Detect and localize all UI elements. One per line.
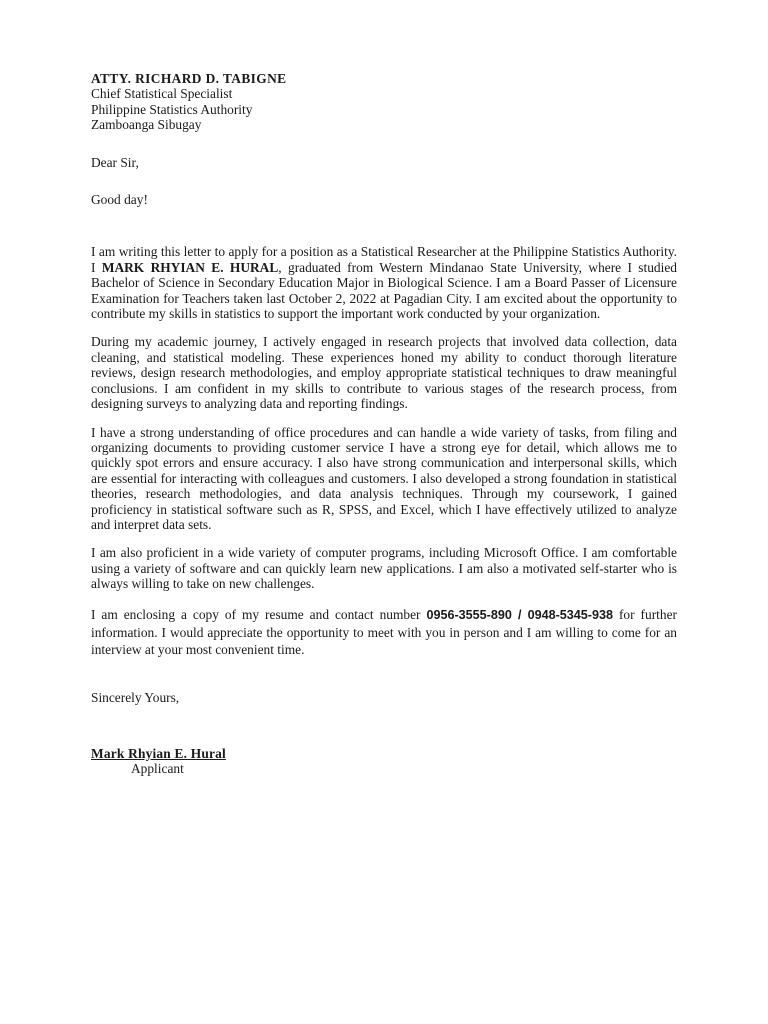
intro-text-end: , graduated from Western Mindanao State University, where I studied Bachelor of Science in Secondary Education Major in Biological Science. I am a Board Passer of Licensure Examination for Teachers taken last October 2, 2022 at Pagadian City. I am excited about the opportunity to contribute my skills in statistics to support the important work conducted by your organization. bbox=[91, 259, 677, 322]
paragraph-academic: During my academic journey, I actively engaged in research projects that involved data collection, data cleaning, and statistical modeling. These experiences honed my ability to conduct thorough literature reviews, design research methodologies, and employ appropriate statistical techniques to draw meaningful conclusions. I am confident in my skills to contribute to various stages of the research process, from designing surveys to analyzing data and reporting findings. bbox=[91, 334, 677, 412]
recipient-name: ATTY. RICHARD D. TABIGNE bbox=[91, 71, 287, 86]
contact-numbers: 0956-3555-890 / 0948-5345-938 bbox=[426, 607, 614, 622]
contact-text-end: for further information. I would appreciate the opportunity to meet with you in person and I am willing to come for an interview at your most convenient time. bbox=[91, 606, 677, 657]
applicant-name-inline: MARK RHYIAN E. HURAL bbox=[101, 259, 279, 275]
closing: Sincerely Yours, bbox=[91, 690, 180, 706]
intro-text-start: I am writing this letter to apply for a position as a Statistical Researcher at the Philippine Statistics Authority. I bbox=[91, 244, 677, 275]
recipient-organization: Philippine Statistics Authority bbox=[91, 101, 253, 117]
recipient-title: Chief Statistical Specialist bbox=[91, 86, 233, 102]
cover-letter bbox=[91, 71, 677, 776]
paragraph-skills: I have a strong understanding of office procedures and can handle a wide variety of tasks, from filing and organizing documents to providing customer service I have a strong eye for detail, which allows me to quickly spot errors and ensure accuracy. I also have strong communication and interpersonal skills, which are essential for interacting with colleagues and customers. I also developed a strong foundation in statistical theories, research methodologies, and data analysis techniques. Through my coursework, I gained proficiency in statistical software such as R, SPSS, and Excel, which I have effectively utilized to analyze and interpret data sets. bbox=[91, 424, 677, 532]
signer-title: Applicant bbox=[131, 760, 184, 776]
recipient-block bbox=[91, 71, 677, 133]
recipient-location: Zamboanga Sibugay bbox=[91, 117, 202, 133]
signer-name: Mark Rhyian E. Hural bbox=[91, 745, 226, 761]
paragraph-computer: I am also proficient in a wide variety of computer programs, including Microsoft Office. I am comfortable using a variety of software and can quickly learn new applications. I am also a motivated self-starter who is always willing to take on new challenges. bbox=[91, 545, 677, 592]
paragraph-intro bbox=[91, 244, 677, 321]
salutation: Dear Sir, bbox=[91, 154, 139, 170]
contact-text-start: I am enclosing a copy of my resume and contact number bbox=[91, 606, 427, 622]
paragraph-contact bbox=[91, 606, 677, 659]
greeting: Good day! bbox=[91, 192, 148, 208]
